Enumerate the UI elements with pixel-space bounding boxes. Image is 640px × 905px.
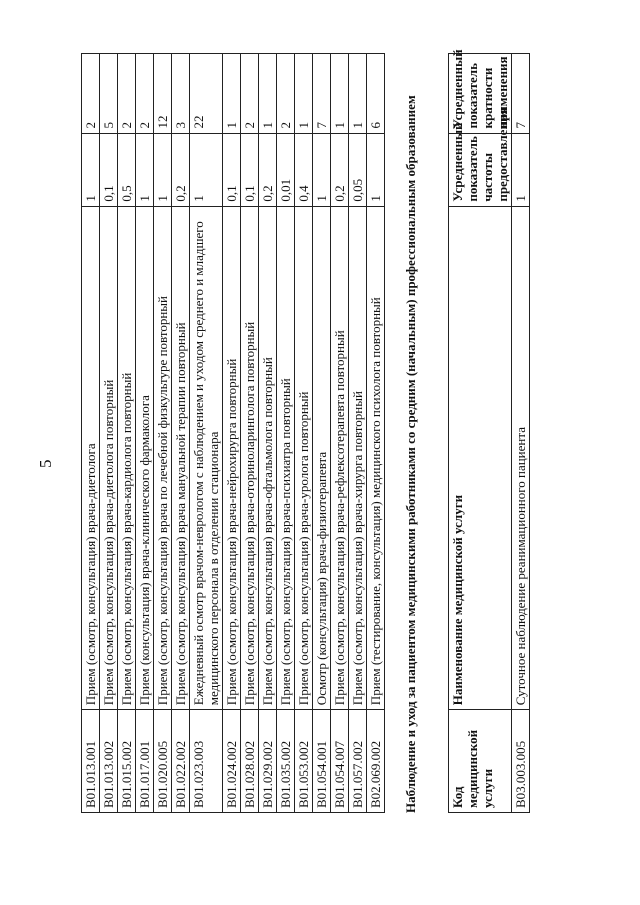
frequency-value: 1: [512, 133, 530, 206]
table-row: [118, 54, 136, 813]
multiplicity-value: 1: [295, 54, 313, 134]
services-table: [81, 53, 385, 813]
frequency-value: 0,2: [331, 133, 349, 206]
header-multiplicity: Усредненный показатель кратности применения: [449, 54, 512, 134]
table-row: [349, 54, 367, 813]
frequency-value: 0,2: [259, 133, 277, 206]
service-code: B01.023.003: [190, 710, 223, 813]
multiplicity-value: 7: [313, 54, 331, 134]
service-name: Ежедневный осмотр врачом-неврологом с наблюдением и уходом среднего и младшего медицинского персонала в отделении стационара: [190, 206, 223, 710]
service-code: B01.029.002: [259, 710, 277, 813]
service-name: Прием (осмотр, консультация) врача-диетолога: [82, 206, 100, 710]
frequency-value: 0,4: [295, 133, 313, 206]
multiplicity-value: 1: [223, 54, 241, 134]
service-name: Прием (осмотр, консультация) врача-оториноларинголога повторный: [241, 206, 259, 710]
section-title: Наблюдение и уход за пациентом медицинскими работниками со средним (начальным) профессиональным образованием: [403, 95, 418, 813]
multiplicity-value: 6: [367, 54, 385, 134]
frequency-value: 1: [190, 133, 223, 206]
multiplicity-value: 2: [118, 54, 136, 134]
frequency-value: 0,1: [100, 133, 118, 206]
service-code: B01.022.002: [172, 710, 190, 813]
frequency-value: 1: [367, 133, 385, 206]
frequency-value: 1: [82, 133, 100, 206]
service-name: Прием (осмотр, консультация) врача-диетолога повторный: [100, 206, 118, 710]
service-code: B01.035.002: [277, 710, 295, 813]
multiplicity-value: 1: [259, 54, 277, 134]
frequency-value: 0,2: [172, 133, 190, 206]
service-code: B01.054.001: [313, 710, 331, 813]
service-code: B01.028.002: [241, 710, 259, 813]
table-row: [190, 54, 223, 813]
service-code: B01.017.001: [136, 710, 154, 813]
multiplicity-value: 12: [154, 54, 172, 134]
nursing-table-body: [449, 49, 530, 813]
frequency-value: 0,05: [349, 133, 367, 206]
service-name: Прием (консультация) врача-клинического фармаколога: [136, 206, 154, 710]
frequency-value: 1: [313, 133, 331, 206]
nursing-table: [448, 49, 530, 813]
table-header-row: [449, 54, 512, 813]
frequency-value: 1: [136, 133, 154, 206]
multiplicity-value: 7: [512, 54, 530, 134]
multiplicity-value: 5: [100, 54, 118, 134]
service-code: B01.054.007: [331, 710, 349, 813]
frequency-value: 0,1: [223, 133, 241, 206]
service-name: Прием (осмотр, консультация) врача-офтальмолога повторный: [259, 206, 277, 710]
table-row: [241, 54, 259, 813]
service-name: Прием (осмотр, консультация) врача-рефлексотерапевта повторный: [331, 206, 349, 710]
service-name: Прием (осмотр, консультация) врача-уролога повторный: [295, 206, 313, 710]
table-row: [223, 54, 241, 813]
page-number: 5: [36, 459, 55, 468]
multiplicity-value: 1: [349, 54, 367, 134]
service-code: B01.057.002: [349, 710, 367, 813]
table-row: [154, 54, 172, 813]
service-code: B02.069.002: [367, 710, 385, 813]
multiplicity-value: 2: [82, 54, 100, 134]
service-code: B01.015.002: [118, 710, 136, 813]
header-name: Наименование медицинской услуги: [449, 206, 512, 710]
service-name: Прием (осмотр, консультация) врача-хирурга повторный: [349, 206, 367, 710]
header-code: Код медицинской услуги: [449, 710, 512, 813]
table-row: [100, 54, 118, 813]
table-row: [295, 54, 313, 813]
service-code: B01.013.002: [100, 710, 118, 813]
frequency-value: 0,1: [241, 133, 259, 206]
table-row: [313, 54, 331, 813]
service-code: B01.020.005: [154, 710, 172, 813]
service-name: Прием (осмотр, консультация) врача-психиатра повторный: [277, 206, 295, 710]
service-code: B01.013.001: [82, 710, 100, 813]
multiplicity-value: 2: [277, 54, 295, 134]
table-row: [512, 54, 530, 813]
service-code: B01.024.002: [223, 710, 241, 813]
frequency-value: 1: [154, 133, 172, 206]
table-row: [172, 54, 190, 813]
table-row: [82, 54, 100, 813]
header-frequency: Усредненный показатель частоты предоставления: [449, 133, 512, 206]
service-name: Прием (осмотр, консультация) врача-нейрохирурга повторный: [223, 206, 241, 710]
multiplicity-value: 1: [331, 54, 349, 134]
service-name: Осмотр (консультация) врача-физиотерапевта: [313, 206, 331, 710]
frequency-value: 0,01: [277, 133, 295, 206]
service-code: B03.003.005: [512, 710, 530, 813]
table-row: [259, 54, 277, 813]
services-table-body: [82, 54, 385, 813]
multiplicity-value: 22: [190, 54, 223, 134]
table-row: [331, 54, 349, 813]
service-name: Прием (осмотр, консультация) врача по лечебной физкультуре повторный: [154, 206, 172, 710]
service-name: Прием (тестирование, консультация) медицинского психолога повторный: [367, 206, 385, 710]
multiplicity-value: 2: [136, 54, 154, 134]
frequency-value: 0,5: [118, 133, 136, 206]
table-row: [277, 54, 295, 813]
service-name: Прием (осмотр, консультация) врача мануальной терапии повторный: [172, 206, 190, 710]
multiplicity-value: 3: [172, 54, 190, 134]
service-name: Суточное наблюдение реанимационного пациента: [512, 206, 530, 710]
table-row: [136, 54, 154, 813]
table-row: [367, 54, 385, 813]
service-name: Прием (осмотр, консультация) врача-кардиолога повторный: [118, 206, 136, 710]
service-code: B01.053.002: [295, 710, 313, 813]
multiplicity-value: 2: [241, 54, 259, 134]
